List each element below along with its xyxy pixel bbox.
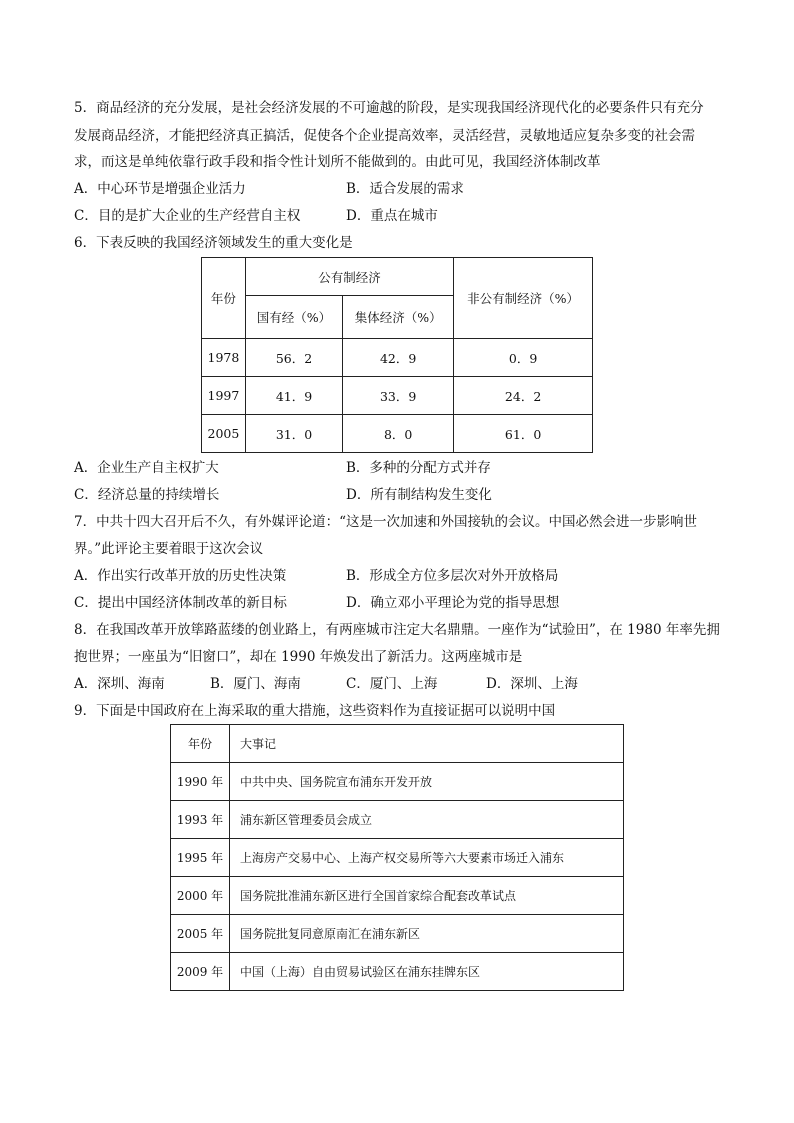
q6-cell-state: 56．2 — [245, 339, 342, 377]
q7-option-a[interactable]: A．作出实行改革开放的历史性决策 — [74, 568, 287, 584]
q5-stem-line-1: 5．商品经济的充分发展，是社会经济发展的不可逾越的阶段，是实现我国经济现代化的必要条件只有充分 — [74, 100, 704, 116]
q7-option-d[interactable]: D．确立邓小平理论为党的指导思想 — [346, 595, 560, 611]
q9-cell-event: 中国（上海）自由贸易试验区在浦东挂牌东区 — [230, 953, 624, 991]
q6-col-year: 年份 — [202, 258, 246, 339]
q7-option-b[interactable]: B．形成全方位多层次对外开放格局 — [346, 568, 559, 584]
q6-option-b[interactable]: B．多种的分配方式并存 — [346, 460, 491, 476]
table-row — [202, 415, 593, 453]
q6-cell-collective: 42．9 — [343, 339, 454, 377]
q6-option-a[interactable]: A．企业生产自主权扩大 — [74, 460, 219, 476]
table-row — [171, 801, 624, 839]
q6-col-collective: 集体经济（%） — [343, 296, 454, 339]
q6-cell-year: 2005 — [202, 415, 246, 453]
q9-cell-event: 上海房产交易中心、上海产权交易所等六大要素市场迁入浦东 — [230, 839, 624, 877]
table-row — [171, 915, 624, 953]
q9-col-event: 大事记 — [230, 725, 624, 763]
q6-option-c[interactable]: C．经济总量的持续增长 — [74, 487, 220, 503]
q7-stem-line-2: 界。”此评论主要着眼于这次会议 — [74, 541, 264, 557]
q6-col-public: 公有制经济 — [245, 258, 453, 296]
q9-cell-year: 1995 年 — [171, 839, 230, 877]
q6-cell-nonpublic: 61．0 — [454, 415, 593, 453]
q9-table — [170, 724, 624, 991]
q8-option-a[interactable]: A．深圳、海南 — [74, 676, 165, 692]
q6-table — [201, 257, 593, 453]
q9-cell-year: 1990 年 — [171, 763, 230, 801]
q6-cell-state: 31．0 — [245, 415, 342, 453]
table-row — [202, 377, 593, 415]
q5-stem-line-3: 求，而这是单纯依靠行政手段和指令性计划所不能做到的。由此可见，我国经济体制改革 — [74, 154, 601, 170]
q6-col-nonpublic: 非公有制经济（%） — [454, 258, 593, 339]
q8-stem-line-1: 8．在我国改革开放筚路蓝缕的创业路上，有两座城市注定大名鼎鼎。一座作为“试验田”，在 1980 年率先拥 — [74, 622, 720, 638]
q7-stem-line-1: 7．中共十四大召开后不久，有外媒评论道：“这是一次加速和外国接轨的会议。中国必然会进一步影响世 — [74, 514, 697, 530]
q9-cell-event: 国务院批准浦东新区进行全国首家综合配套改革试点 — [230, 877, 624, 915]
q6-cell-collective: 33．9 — [343, 377, 454, 415]
q8-option-d[interactable]: D．深圳、上海 — [486, 676, 578, 692]
q8-stem-line-2: 抱世界；一座虽为“旧窗口”，却在 1990 年焕发出了新活力。这两座城市是 — [74, 649, 523, 665]
q8-option-b[interactable]: B．厦门、海南 — [210, 676, 301, 692]
q9-cell-event: 国务院批复同意原南汇在浦东新区 — [230, 915, 624, 953]
q9-stem: 9．下面是中国政府在上海采取的重大措施，这些资料作为直接证据可以说明中国 — [74, 703, 556, 719]
q6-option-d[interactable]: D．所有制结构发生变化 — [346, 487, 492, 503]
q6-cell-year: 1997 — [202, 377, 246, 415]
q5-option-a[interactable]: A．中心环节是增强企业活力 — [74, 181, 246, 197]
q6-cell-collective: 8．0 — [343, 415, 454, 453]
q9-cell-year: 2009 年 — [171, 953, 230, 991]
q9-cell-year: 2000 年 — [171, 877, 230, 915]
q9-cell-event: 中共中央、国务院宣布浦东开发开放 — [230, 763, 624, 801]
q6-col-state: 国有经（%） — [245, 296, 342, 339]
table-row — [202, 339, 593, 377]
q8-option-c[interactable]: C．厦门、上海 — [346, 676, 438, 692]
table-row — [171, 953, 624, 991]
table-row — [171, 877, 624, 915]
q5-option-d[interactable]: D．重点在城市 — [346, 208, 438, 224]
q9-cell-year: 2005 年 — [171, 915, 230, 953]
q6-stem: 6．下表反映的我国经济领域发生的重大变化是 — [74, 235, 353, 251]
q7-option-c[interactable]: C．提出中国经济体制改革的新目标 — [74, 595, 287, 611]
q5-stem-line-2: 发展商品经济，才能把经济真正搞活，促使各个企业提高效率，灵活经营，灵敏地适应复杂多变的社会需 — [74, 128, 695, 144]
q9-col-year: 年份 — [171, 725, 230, 763]
q6-cell-year: 1978 — [202, 339, 246, 377]
table-row — [171, 763, 624, 801]
q5-option-c[interactable]: C．目的是扩大企业的生产经营自主权 — [74, 208, 301, 224]
q6-cell-state: 41．9 — [245, 377, 342, 415]
q9-cell-year: 1993 年 — [171, 801, 230, 839]
q9-cell-event: 浦东新区管理委员会成立 — [230, 801, 624, 839]
q6-cell-nonpublic: 24．2 — [454, 377, 593, 415]
table-row — [171, 839, 624, 877]
q5-option-b[interactable]: B．适合发展的需求 — [346, 181, 464, 197]
q6-cell-nonpublic: 0．9 — [454, 339, 593, 377]
table-header-row — [171, 725, 624, 763]
